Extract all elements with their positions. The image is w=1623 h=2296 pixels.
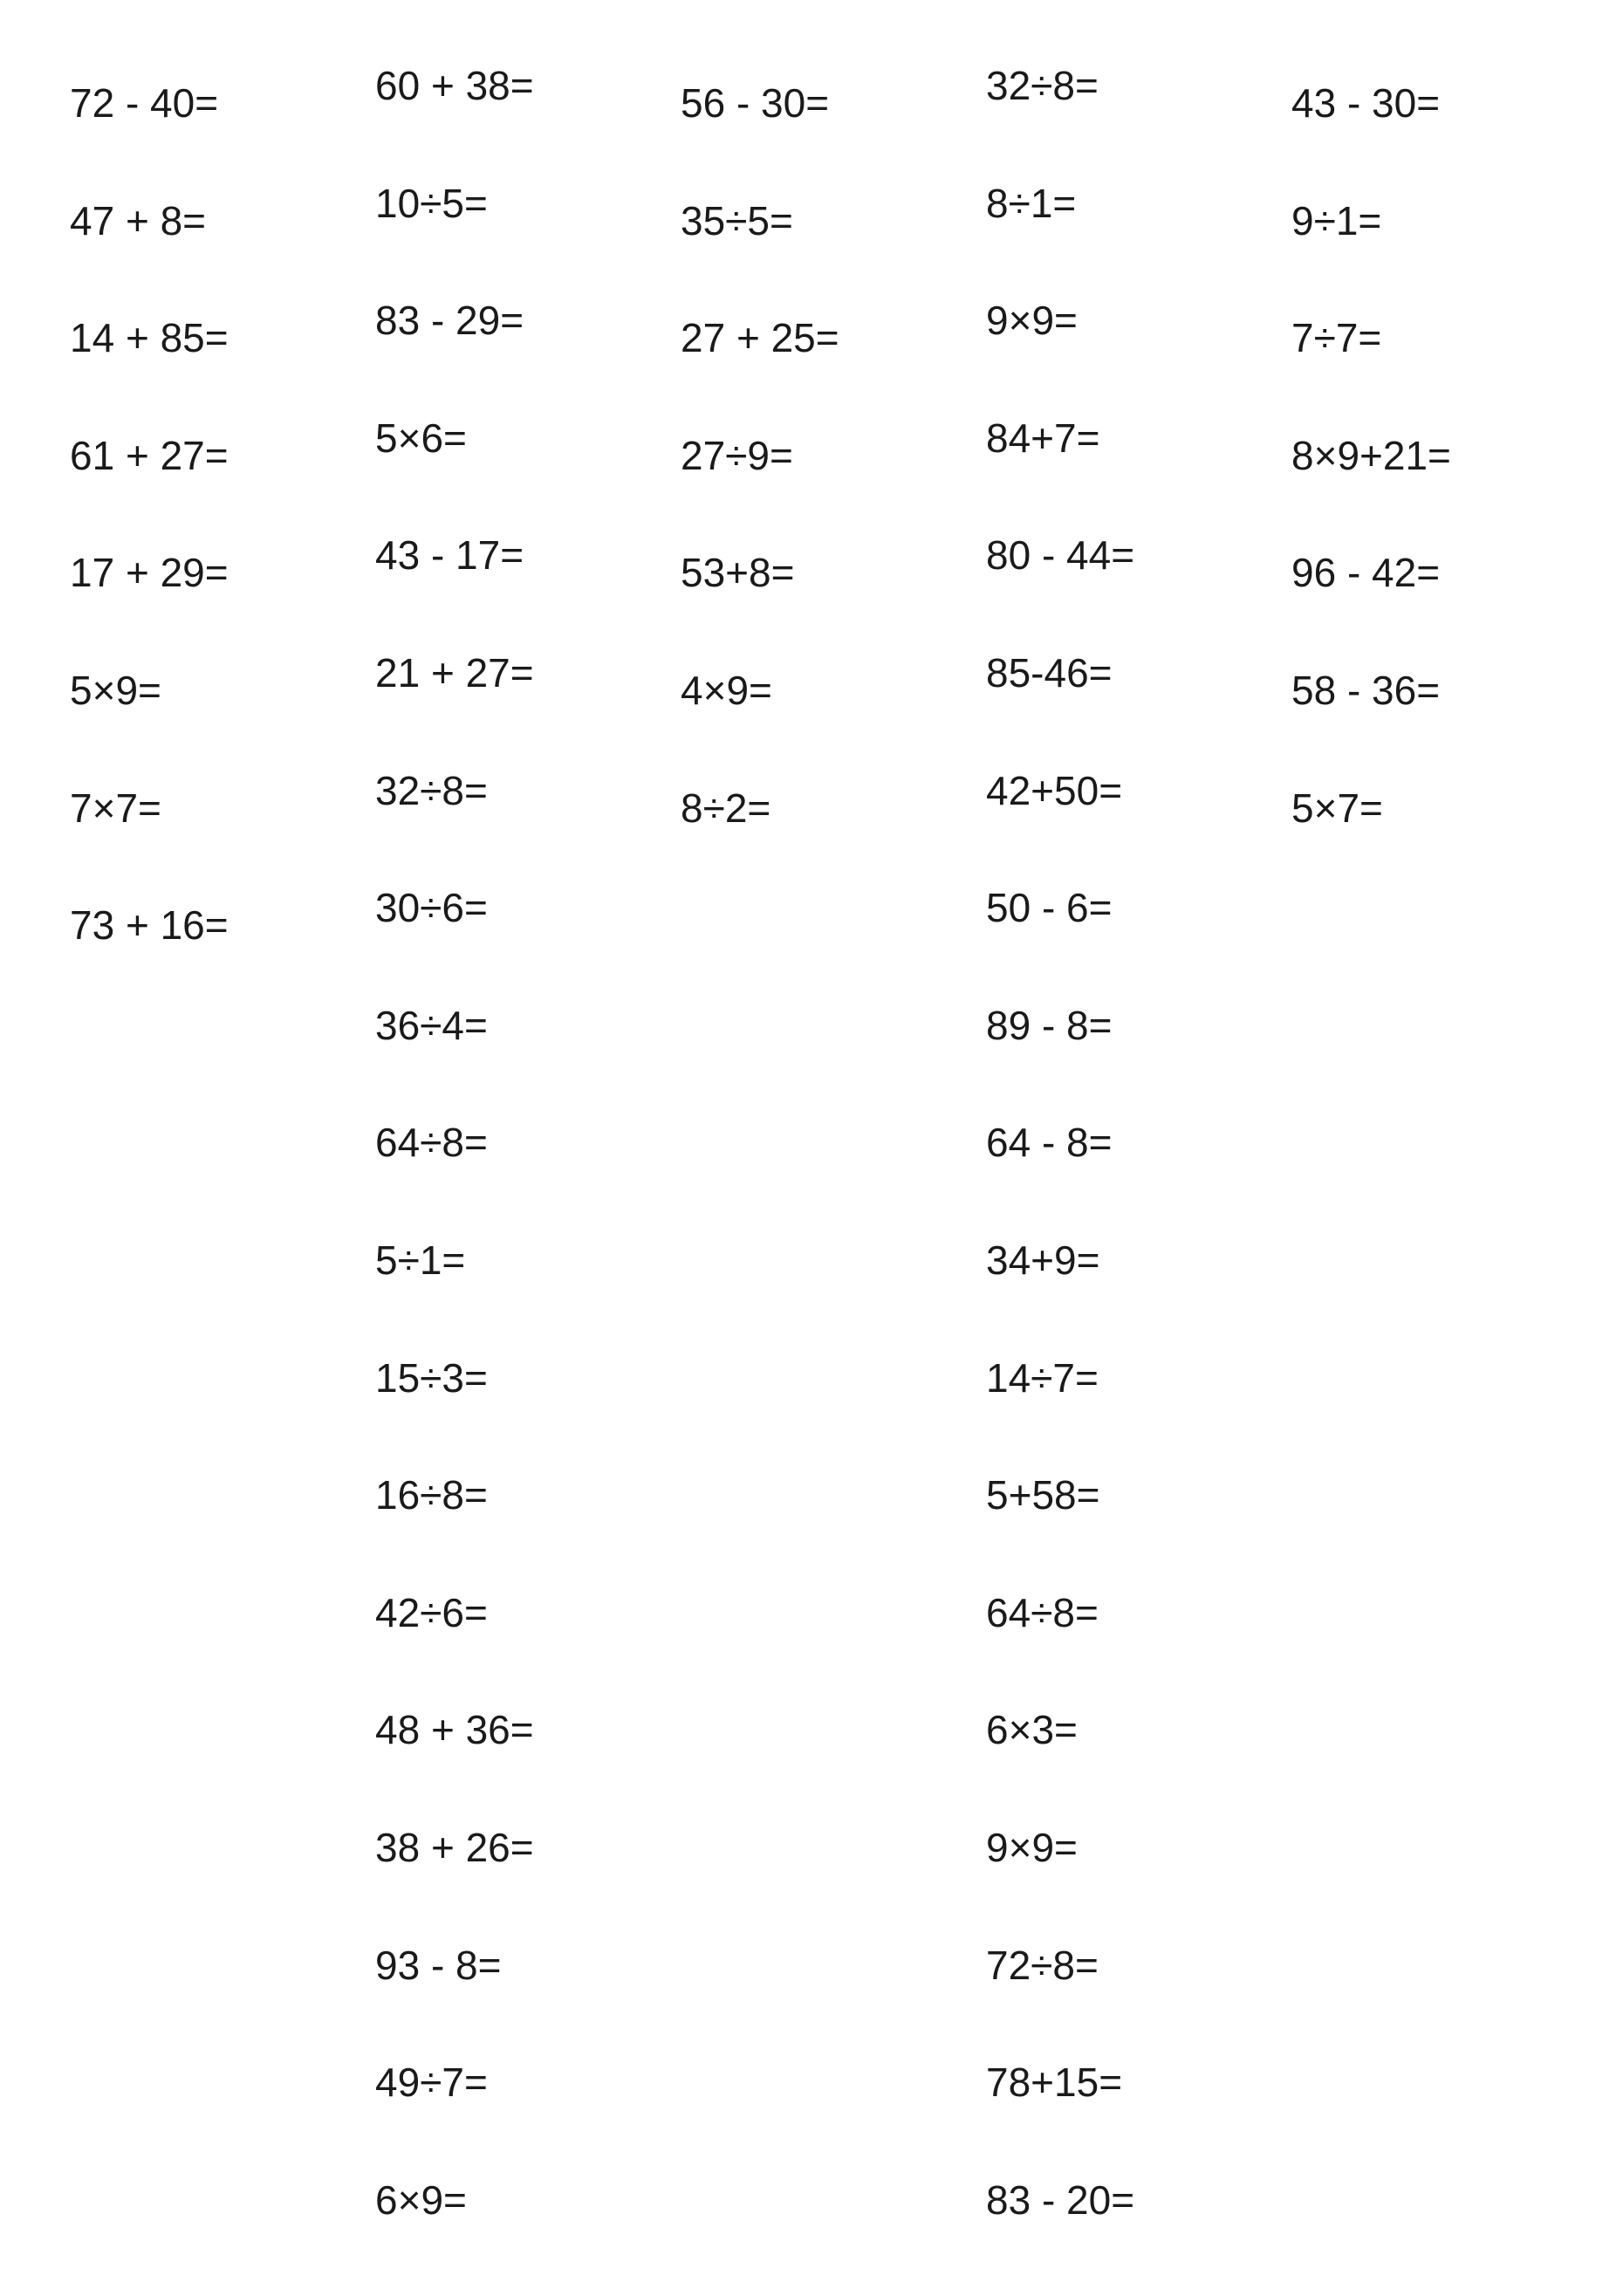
problem-item: 4×9= [681, 668, 772, 713]
problem-item: 96 - 42= [1291, 550, 1441, 596]
problem-item: 83 - 20= [986, 2176, 1135, 2223]
problem-item: 7÷7= [1291, 315, 1382, 361]
problem-item: 36÷4= [375, 1002, 488, 1048]
problem-item: 16÷8= [375, 1472, 488, 1518]
problem-item: 14 + 85= [70, 315, 229, 361]
problem-item: 58 - 36= [1291, 668, 1441, 713]
problem-item: 21 + 27= [375, 650, 534, 696]
problem-item: 27 + 25= [681, 315, 839, 361]
problem-item: 83 - 29= [375, 298, 524, 344]
problem-item: 8÷1= [986, 180, 1077, 226]
problem-item: 32÷8= [375, 767, 488, 813]
problem-item: 6×9= [375, 2176, 467, 2223]
problem-item: 7×7= [70, 785, 161, 831]
problem-item: 42÷6= [375, 1589, 488, 1635]
problem-item: 49÷7= [375, 2060, 488, 2106]
problem-item: 64 - 8= [986, 1120, 1113, 1166]
problem-item: 35÷5= [681, 197, 793, 243]
problem-item: 27÷9= [681, 432, 793, 478]
problem-item: 9÷1= [1291, 197, 1382, 243]
problem-item: 43 - 30= [1291, 80, 1441, 126]
problem-item: 72 - 40= [70, 80, 219, 126]
problem-item: 17 + 29= [70, 550, 229, 596]
problem-item: 64÷8= [375, 1120, 488, 1166]
problem-item: 42+50= [986, 767, 1123, 813]
problem-item: 5÷1= [375, 1237, 466, 1283]
problem-item: 9×9= [986, 298, 1078, 344]
problem-item: 73 + 16= [70, 902, 229, 949]
problem-item: 8×9+21= [1291, 432, 1451, 478]
problem-item: 48 + 36= [375, 1707, 534, 1753]
problem-item: 61 + 27= [70, 432, 229, 478]
problem-item: 32÷8= [986, 63, 1099, 108]
problem-item: 72÷8= [986, 1942, 1099, 1988]
problem-item: 15÷3= [375, 1354, 488, 1401]
problem-item: 64÷8= [986, 1589, 1099, 1635]
problem-item: 30÷6= [375, 885, 488, 931]
problem-item: 80 - 44= [986, 532, 1135, 579]
problem-item: 8÷2= [681, 785, 771, 831]
problem-item: 47 + 8= [70, 197, 207, 243]
problem-item: 9×9= [986, 1825, 1078, 1870]
problem-item: 5×9= [70, 668, 161, 713]
problem-item: 34+9= [986, 1237, 1100, 1283]
problem-item: 84+7= [986, 415, 1100, 461]
problem-item: 50 - 6= [986, 885, 1113, 931]
problem-item: 89 - 8= [986, 1002, 1113, 1048]
problem-item: 10÷5= [375, 180, 488, 226]
problem-item: 5×6= [375, 415, 467, 461]
problem-item: 14÷7= [986, 1354, 1099, 1401]
problem-item: 78+15= [986, 2060, 1123, 2106]
problem-item: 38 + 26= [375, 1825, 534, 1870]
problem-item: 85-46= [986, 650, 1113, 696]
problem-item: 53+8= [681, 550, 795, 596]
problem-item: 60 + 38= [375, 63, 534, 108]
problem-item: 5×7= [1291, 785, 1383, 831]
problem-item: 5+58= [986, 1472, 1100, 1518]
problem-item: 43 - 17= [375, 532, 524, 579]
problem-item: 6×3= [986, 1707, 1078, 1753]
problem-item: 56 - 30= [681, 80, 830, 126]
problem-item: 93 - 8= [375, 1942, 502, 1988]
